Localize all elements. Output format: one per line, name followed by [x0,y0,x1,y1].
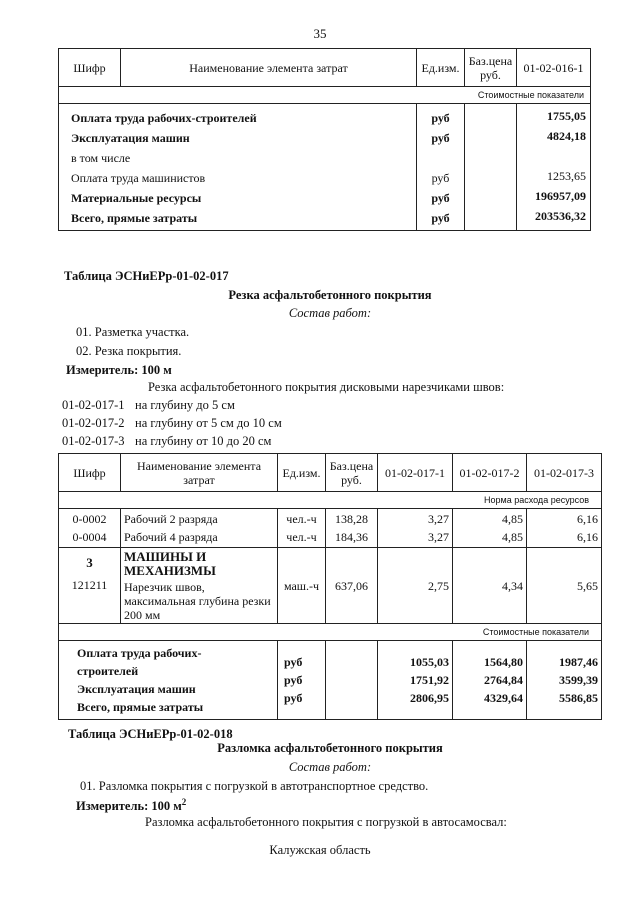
row-name: Оплата труда машинистов [71,171,206,185]
measure-superscript: 2 [181,797,187,807]
machine-name: Нарезчик швов, максимальная глубина резки 200 мм [124,580,271,622]
machine-code: 121211 [71,578,108,592]
section-label: Стоимостные показатели [59,87,591,104]
subheading-017: Состав работ: [288,306,372,320]
header-column: 01-02-016-1 [517,49,591,87]
subheading-018: Состав работ: [288,760,372,774]
machine-v3: 5,65 [527,548,602,624]
machine-unit: маш.-ч [278,548,326,624]
header-base-price: Баз.цена руб. [465,49,517,87]
labor-value: 4,85 [502,512,523,526]
cost-v1 [378,641,453,720]
item-text: на глубину от 5 см до 10 см [135,416,282,430]
labor-v3 [527,509,602,548]
machine-base: 637,06 [326,548,378,624]
header-name: Наименование элемента затрат [121,49,417,87]
labor-units [278,509,326,548]
labor-value: 3,27 [428,530,449,544]
table-title-017: Таблица ЭСНиЕРр-01-02-017 [64,269,229,283]
cost-value: 1987,46 [559,655,598,669]
row-name: Всего, прямые затраты [71,211,198,225]
cost-value: 2806,95 [410,691,449,705]
row-value: 203536,32 [535,209,586,223]
labor-unit: чел.-ч [286,530,317,544]
empty-base [465,104,517,231]
row-value: 196957,09 [535,189,586,203]
cost-value: 5586,85 [559,691,598,705]
step: 01. Разметка участка. [76,325,190,339]
labor-code: 0-0004 [72,530,107,544]
labor-base: 184,36 [335,530,368,544]
resource-table-017 [58,453,602,720]
cost-value: 4329,64 [484,691,523,705]
description-017: Резка асфальтобетонного покрытия дисковыми нарезчиками швов: [148,380,505,394]
header-base-price: Баз.цена руб. [326,454,378,492]
measure-text: Измеритель: 100 м [76,799,182,814]
row-unit: руб [431,111,450,125]
header-column-2: 01-02-017-2 [453,454,527,492]
cost-v2 [453,641,527,720]
header-unit: Ед.изм. [417,49,465,87]
row-unit: руб [431,171,450,185]
cost-value: 1751,92 [410,673,449,687]
cost-name: Всего, прямые затраты [77,700,204,714]
cost-name: Оплата труда рабочих-строителей [77,646,202,678]
row-value: 1755,05 [547,109,586,123]
row-units [417,104,465,231]
footer-region: Калужская область [269,843,371,857]
labor-codes [59,509,121,548]
cost-unit: руб [284,691,303,705]
row-unit: руб [431,211,450,225]
header-column-3: 01-02-017-3 [527,454,602,492]
row-name: Эксплуатация машин [71,131,190,145]
cost-label: Стоимостные показатели [59,624,602,641]
norm-label: Норма расхода ресурсов [59,492,602,509]
item-code: 01-02-017-2 [62,416,125,430]
cost-value: 3599,39 [559,673,598,687]
row-value: 1253,65 [547,169,586,183]
cost-v3 [527,641,602,720]
machine-v1: 2,75 [378,548,453,624]
header-name: Наименование элемента затрат [121,454,278,492]
labor-value: 6,16 [577,512,598,526]
row-values [517,104,591,231]
measure-018 [76,797,186,814]
item-code: 01-02-017-3 [62,434,125,448]
heading-018: Разломка асфальтобетонного покрытия [217,741,443,755]
row-value: 4824,18 [547,129,586,143]
item-code: 01-02-017-1 [62,398,125,412]
labor-bases [326,509,378,548]
header-unit: Ед.изм. [278,454,326,492]
labor-value: 3,27 [428,512,449,526]
labor-v1 [378,509,453,548]
labor-name: Рабочий 2 разряда [124,512,218,526]
header-code: Шифр [59,49,121,87]
machine-group-code: 3 [86,555,93,570]
cost-names [59,641,278,720]
labor-name: Рабочий 4 разряда [124,530,218,544]
cost-value: 1564,80 [484,655,523,669]
cost-unit: руб [284,655,303,669]
empty-base [326,641,378,720]
step: 01. Разломка покрытия с погрузкой в автотранспортное средство. [80,779,429,793]
heading-017: Резка асфальтобетонного покрытия [228,288,432,302]
labor-base: 138,28 [335,512,368,526]
labor-value: 6,16 [577,530,598,544]
cost-table-016 [58,48,591,231]
header-code: Шифр [59,454,121,492]
machine-v2: 4,34 [453,548,527,624]
row-unit: руб [431,191,450,205]
page-number: 35 [313,26,327,41]
cost-unit: руб [284,673,303,687]
row-name: Материальные ресурсы [71,191,202,205]
description-018: Разломка асфальтобетонного покрытия с погрузкой в автосамосвал: [145,815,507,829]
row-name: в том числе [71,151,131,165]
item-text: на глубину до 5 см [135,398,235,412]
row-names [59,104,417,231]
row-unit: руб [431,131,450,145]
machine-names [121,548,278,624]
machine-group-name: МАШИНЫ И МЕХАНИЗМЫ [124,549,216,578]
labor-v2 [453,509,527,548]
cost-value: 2764,84 [484,673,523,687]
header-column-1: 01-02-017-1 [378,454,453,492]
cost-name: Эксплуатация машин [77,682,196,696]
labor-code: 0-0002 [72,512,107,526]
machine-codes [59,548,121,624]
item-text: на глубину от 10 до 20 см [135,434,272,448]
labor-unit: чел.-ч [286,512,317,526]
labor-value: 4,85 [502,530,523,544]
measure-017: Измеритель: 100 м [66,363,172,377]
table-title-018: Таблица ЭСНиЕРр-01-02-018 [68,727,233,741]
step: 02. Резка покрытия. [76,344,182,358]
row-name: Оплата труда рабочих-строителей [71,111,257,125]
cost-units [278,641,326,720]
labor-names [121,509,278,548]
cost-value: 1055,03 [410,655,449,669]
